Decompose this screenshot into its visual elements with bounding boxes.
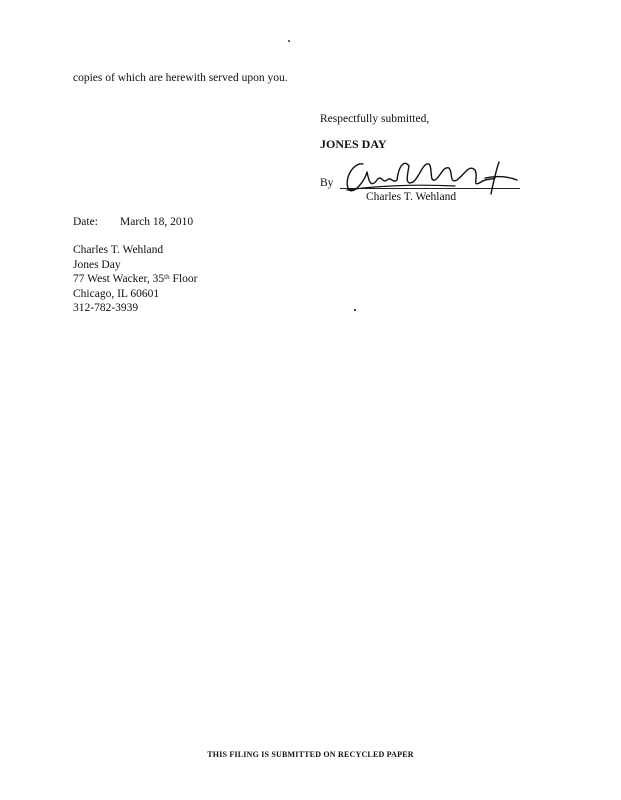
date-value: March 18, 2010 <box>120 216 194 228</box>
street-suffix: Floor <box>169 273 198 285</box>
date-label: Date: <box>73 216 98 228</box>
signer-name: Charles T. Wehland <box>366 191 457 203</box>
stray-mark <box>354 309 356 311</box>
body-text: copies of which are herewith served upon you. <box>73 72 288 84</box>
address-block <box>73 243 197 316</box>
address-city: Chicago, IL 60601 <box>73 287 160 300</box>
address-firm: Jones Day <box>73 258 121 271</box>
address-name: Charles T. Wehland <box>73 244 164 256</box>
by-label: By <box>320 177 334 189</box>
stray-mark <box>288 40 290 42</box>
firm-name: JONES DAY <box>320 137 387 151</box>
street-prefix: 77 West Wacker, 35 <box>73 273 165 285</box>
address-street <box>73 272 197 287</box>
address-phone: 312-782-3939 <box>73 302 139 314</box>
closing-text: Respectfully submitted, <box>320 113 430 125</box>
footer-notice: THIS FILING IS SUBMITTED ON RECYCLED PAPER <box>207 750 414 759</box>
street-ordinal: th <box>164 273 170 281</box>
date-line <box>73 216 193 229</box>
